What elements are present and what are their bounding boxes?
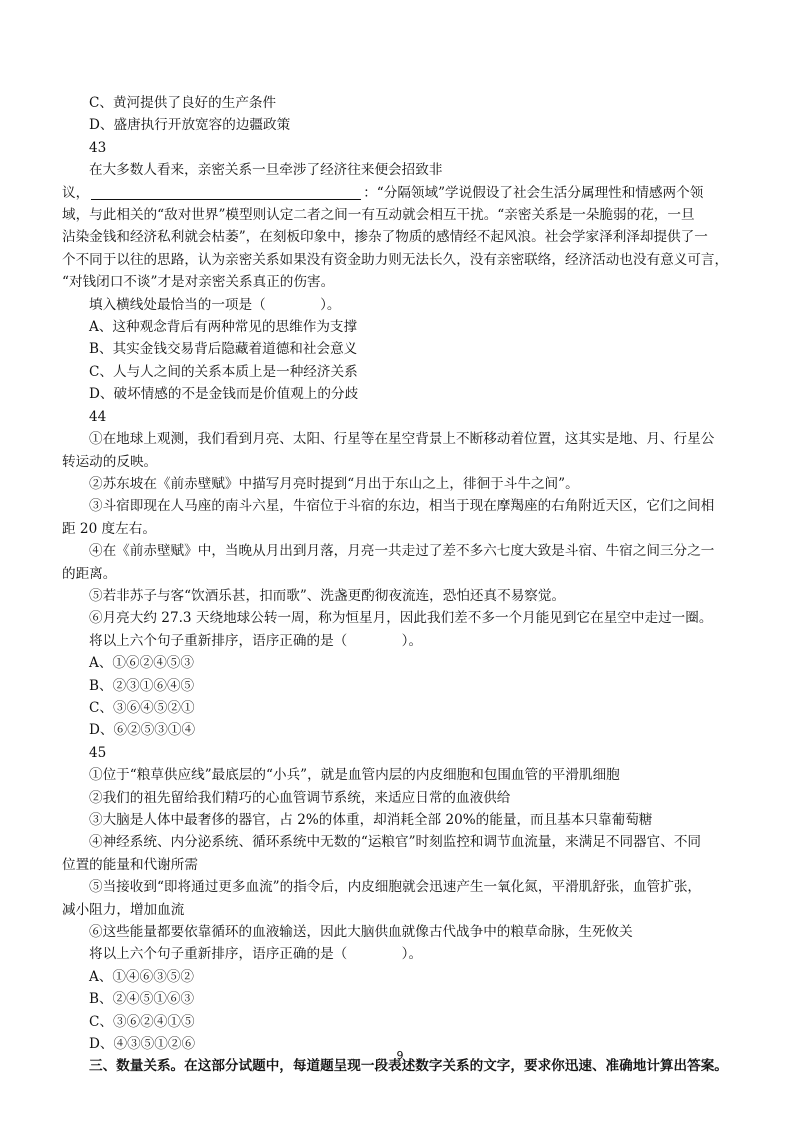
q43-text: 议， [62,184,90,201]
q45-option-b: B、②④⑤①⑥③ [89,991,195,1008]
q44-sentence-4: ④在《前赤壁赋》中，当晚从月出到月落，月亮一共走过了差不多六七度大致是斗宿、牛宿之间三分之一 [89,543,715,560]
q43-passage-line [62,182,752,204]
q44-option-b: B、②③①⑥④⑤ [89,677,195,694]
q44-option-c: C、③⑥④⑤②① [89,699,195,716]
q45-sentence-2: ②我们的祖先留给我们精巧的心血管调节系统，来适应日常的血液供给 [89,789,511,806]
q45-sentence-3: ③大脑是人体中最奢侈的器官，占 2%的体重，却消耗全部 20%的能量，而且基本只靠葡萄糖 [89,812,653,828]
q44-sentence-6: ⑥月亮大约 27.3 天绕地球公转一周，称为恒星月，因此我们差不多一个月能见到它在星空中走过一圈。 [89,610,713,627]
q43-number: 43 [89,139,107,156]
q43-passage-line: 个不同于以往的思路，认为亲密关系如果没有资金助力则无法长久，没有亲密联络，经济活动也没有意义可言， [62,251,729,268]
q42-option-c: C、黄河提供了良好的生产条件 [89,95,277,111]
q43-question: 填入横线处最恰当的一项是（ ）。 [89,296,341,313]
q45-sentence-4: ④神经系统、内分泌系统、循环系统中无数的“运粮官”时刻监控和调节血流量，来满足不同器官、不同 [89,834,702,851]
q44-question: 将以上六个句子重新排序，语序正确的是（ ）。 [89,632,423,649]
page-content [62,92,752,1078]
q44-number: 44 [89,408,107,425]
section-heading: 三、数量关系。在这部分试题中，每道题呈现一段表述数字关系的文字，要求你迅速、准确地计算出答案。 [89,1058,728,1075]
q44-sentence-3: ③斗宿即现在人马座的南斗六星，牛宿位于斗宿的东边，相当于现在摩羯座的右角附近天区，它们之间相 [89,498,715,515]
q44-option-a: A、①⑥②④⑤③ [89,655,194,672]
q45-sentence-6: ⑥这些能量都要依靠循环的血液输送，因此大脑供血就像古代战争中的粮草命脉，生死攸关 [89,924,633,941]
q45-number: 45 [89,744,107,761]
q43-option-d: D、破坏情感的不是金钱而是价值观上的分歧 [89,386,359,403]
q43-passage-line: 在大多数人看来，亲密关系一旦牵涉了经济往来便会招致非 [89,162,443,179]
q43-option-c: C、人与人之间的关系本质上是一种经济关系 [89,363,358,380]
q45-sentence-4-cont: 位置的能量和代谢所需 [62,856,198,873]
q45-option-c: C、③⑥②④①⑤ [89,1013,195,1030]
q44-sentence-1: ①在地球上观测，我们看到月亮、太阳、行星等在星空背景上不断移动着位置，这其实是地、月、行星公 [89,431,715,448]
page-number: 9 [396,1049,404,1062]
q44-option-d: D、⑥②⑤③①④ [89,722,196,739]
q45-sentence-5-cont: 减小阻力，增加血流 [62,901,185,918]
q44-sentence-2: ②苏东坡在《前赤壁赋》中描写月亮时提到“月出于东山之上，徘徊于斗牛之间”。 [89,475,579,492]
q43-option-b: B、其实金钱交易背后隐藏着道德和社会意义 [89,341,358,358]
q42-option-d: D、盛唐执行开放宽容的边疆政策 [89,117,291,134]
q44-sentence-4-cont: 的距离。 [62,565,117,582]
q43-text: ：“分隔领域”学说假设了社会生活分属理性和情感两个领 [363,184,704,201]
q43-passage-line: 域，与此相关的“敌对世界”模型则认定二者之间一有互动就会相互干扰。“亲密关系是一朵脆弱的花，一旦 [62,207,695,224]
q44-sentence-1-cont: 转运动的反映。 [62,453,158,470]
q45-option-d: D、④③⑤①②⑥ [89,1036,196,1053]
fill-in-blank [91,185,361,200]
q44-sentence-5: ⑤若非苏子与客“饮酒乐甚，扣而歌”、洗盏更酌彻夜流连，恐怕还真不易察觉。 [89,587,566,604]
q45-sentence-1: ①位于“粮草供应线”最底层的“小兵”，就是血管内层的内皮细胞和包围血管的平滑肌细胞 [89,767,620,784]
q43-passage-line: 沾染金钱和经济私利就会枯萎”，在刻板印象中，掺杂了物质的感情经不起风浪。社会学家泽利泽却提供了一 [62,229,708,246]
q43-option-a: A、这种观念背后有两种常见的思维作为支撑 [89,319,358,336]
q45-sentence-5: ⑤当接收到“即将通过更多血流”的指令后，内皮细胞就会迅速产生一氧化氮，平滑肌舒张，血管扩张， [89,879,702,896]
q45-option-a: A、①④⑥③⑤② [89,968,194,985]
q44-sentence-3-cont: 距 20 度左右。 [62,520,156,537]
q43-passage-line: “对钱闭口不谈”才是对亲密关系真正的伤害。 [62,274,335,291]
q45-question: 将以上六个句子重新排序，语序正确的是（ ）。 [89,946,423,963]
